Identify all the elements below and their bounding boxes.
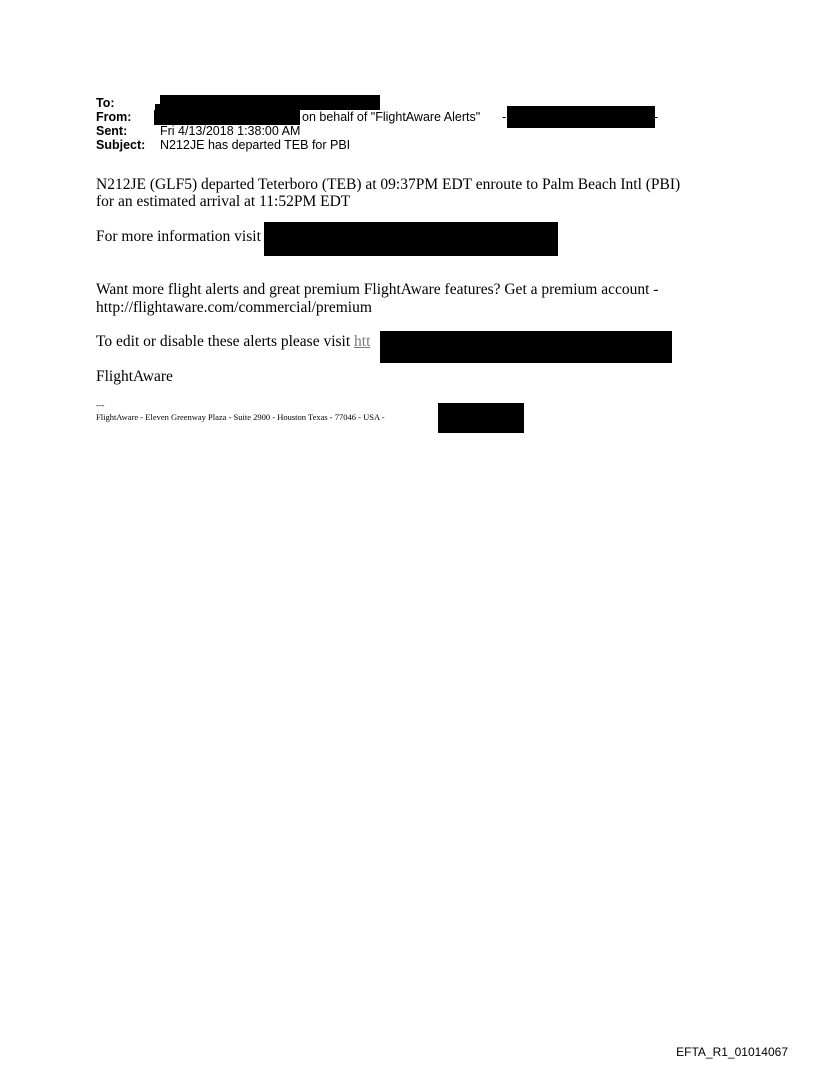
premium-line-2: http://flightaware.com/commercial/premium <box>96 299 372 316</box>
premium-line-1: Want more flight alerts and great premium FlightAware features? Get a premium account - <box>96 281 659 298</box>
to-redaction <box>160 95 380 110</box>
subject-label: Subject: <box>96 138 146 152</box>
from-dash-a: - <box>502 110 507 124</box>
edit-link-redaction <box>380 331 672 363</box>
from-dash-b: - <box>654 110 659 124</box>
edit-alerts-row <box>96 333 370 351</box>
from-on-behalf: on behalf of "FlightAware Alerts" <box>302 110 481 124</box>
from-label: From: <box>96 110 132 124</box>
sent-label: Sent: <box>96 124 128 138</box>
more-info-text: For more information visit <box>96 228 261 245</box>
sent-value: Fri 4/13/2018 1:38:00 AM <box>160 124 301 138</box>
signature: FlightAware <box>96 368 173 385</box>
document-id: EFTA_R1_01014067 <box>676 1045 788 1059</box>
separator: --- <box>96 400 105 410</box>
footer-address: FlightAware - Eleven Greenway Plaza - Suite 2900 - Houston Texas - 77046 - USA - <box>96 412 385 422</box>
address-redaction <box>438 403 524 433</box>
more-info-link-redaction <box>264 222 558 256</box>
subject-value: N212JE has departed TEB for PBI <box>160 138 351 152</box>
from-redaction <box>154 110 300 125</box>
from-email-redaction <box>507 106 655 128</box>
edit-alerts-text: To edit or disable these alerts please visit <box>96 333 351 350</box>
edit-alerts-link[interactable]: htt <box>354 333 371 350</box>
departure-line-1: N212JE (GLF5) departed Teterboro (TEB) at 09:37PM EDT enroute to Palm Beach Intl (PBI) <box>96 176 681 193</box>
to-label: To: <box>96 96 115 110</box>
departure-line-2: for an estimated arrival at 11:52PM EDT <box>96 193 351 210</box>
